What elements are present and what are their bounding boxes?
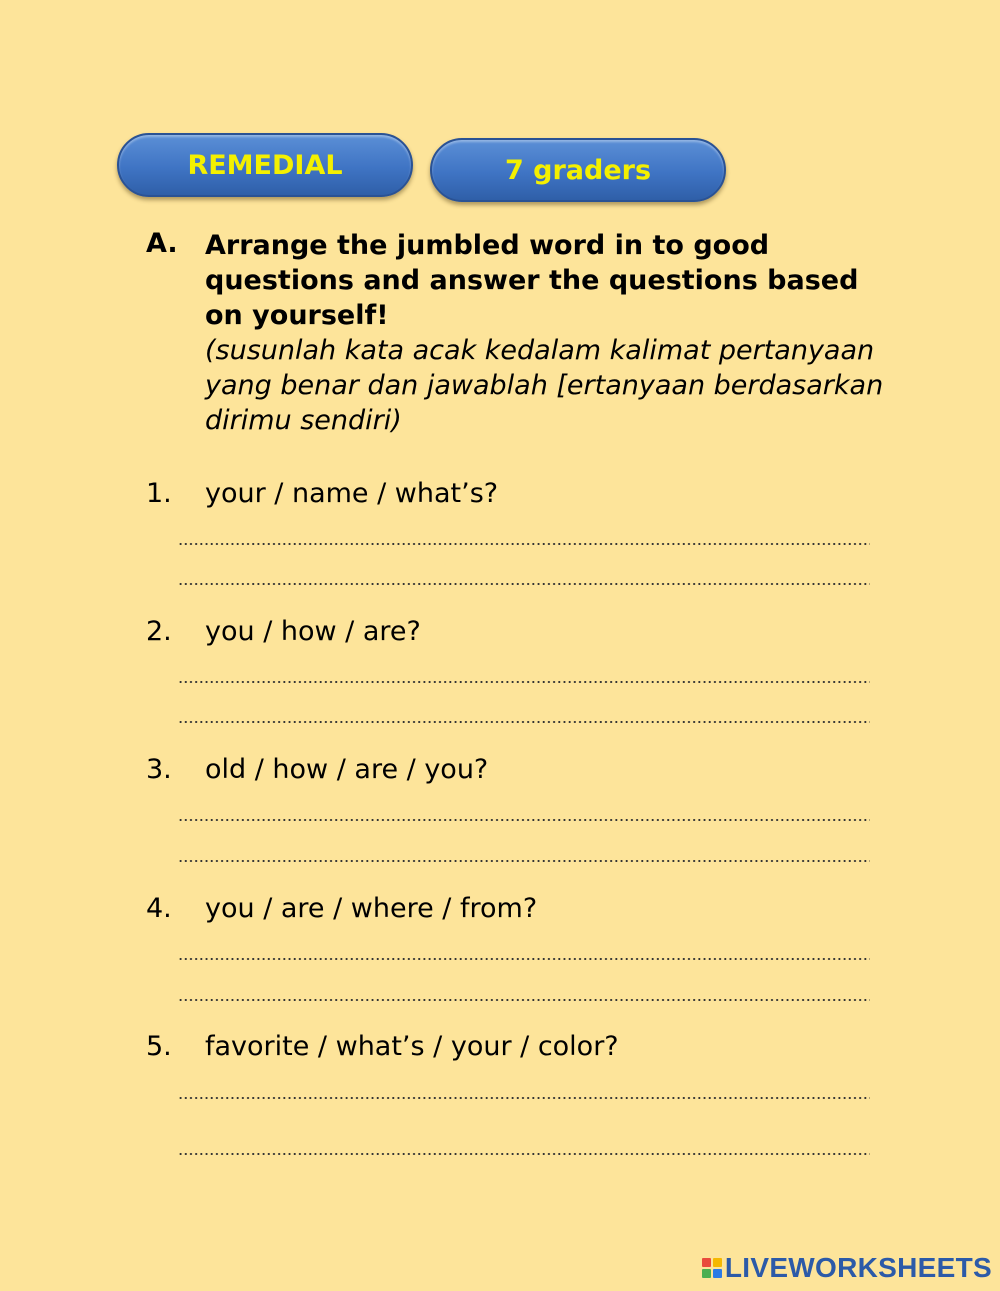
section-instruction <box>205 228 905 438</box>
grade-badge <box>430 138 726 202</box>
grade-label: 7 graders <box>504 154 652 186</box>
answer-line[interactable] <box>178 680 870 684</box>
question-number: 5. <box>146 1031 172 1062</box>
question-text: old / how / are / you? <box>205 754 489 785</box>
instruction-english: Arrange the jumbled word in to good questions and answer the questions based on yourself! <box>205 230 859 331</box>
instruction-indonesian: (susunlah kata acak kedalam kalimat pertanyaan yang benar dan jawablah [ertanyaan berdasarkan dirimu sendiri) <box>205 335 884 436</box>
answer-line[interactable] <box>178 542 870 546</box>
question-number: 3. <box>146 754 172 785</box>
answer-line[interactable] <box>178 859 870 863</box>
section-letter: A. <box>146 228 178 259</box>
answer-line[interactable] <box>178 998 870 1002</box>
logo-mark-icon <box>702 1258 722 1278</box>
logo-text: LIVEWORKSHEETS <box>724 1252 992 1283</box>
remedial-badge <box>117 133 413 197</box>
question-number: 2. <box>146 616 172 647</box>
answer-line[interactable] <box>178 720 870 724</box>
answer-line[interactable] <box>178 1152 870 1156</box>
question-number: 1. <box>146 478 172 509</box>
answer-line[interactable] <box>178 1096 870 1100</box>
remedial-label: REMEDIAL <box>187 149 343 181</box>
question-number: 4. <box>146 893 172 924</box>
question-text: your / name / what’s? <box>205 478 499 509</box>
answer-line[interactable] <box>178 582 870 586</box>
question-text: favorite / what’s / your / color? <box>205 1031 619 1062</box>
answer-line[interactable] <box>178 957 870 961</box>
liveworksheets-logo <box>702 1252 992 1284</box>
question-text: you / are / where / from? <box>205 893 538 924</box>
question-text: you / how / are? <box>205 616 421 647</box>
answer-line[interactable] <box>178 818 870 822</box>
